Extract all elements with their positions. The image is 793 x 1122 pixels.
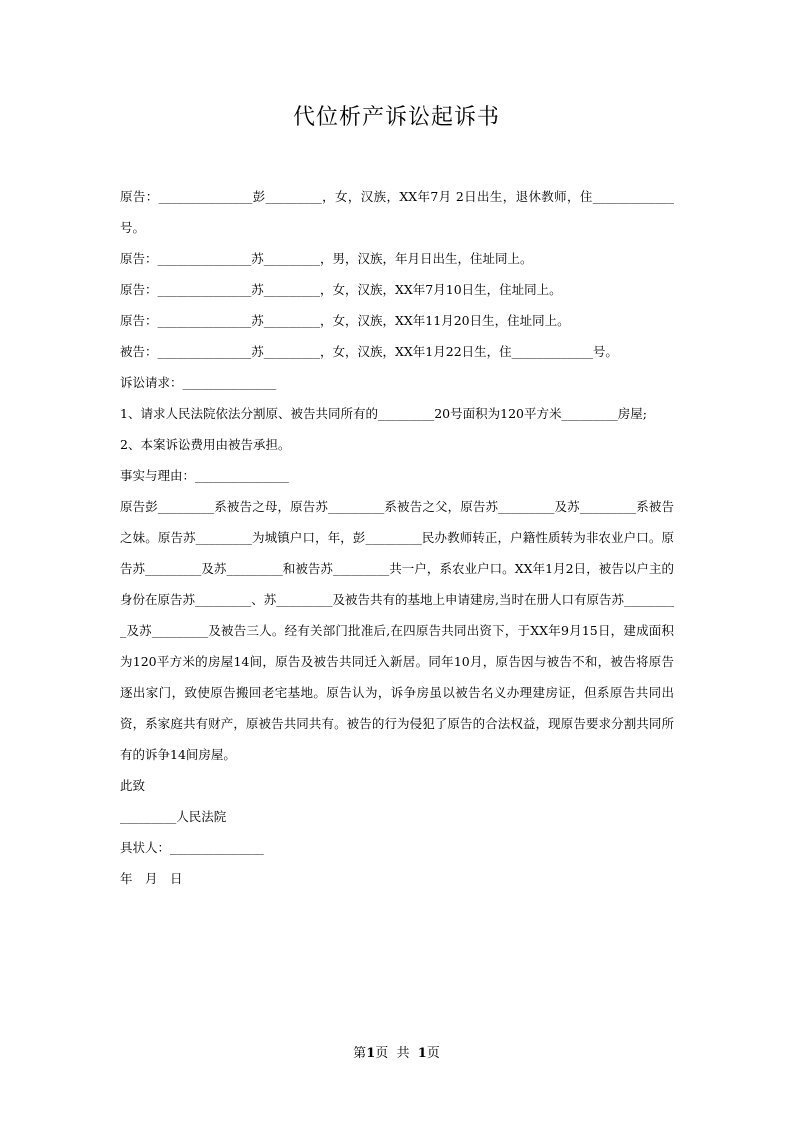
page-number: 1 <box>366 1046 376 1061</box>
claim-2: 2、本案诉讼费用由被告承担。 <box>120 437 291 452</box>
document-body <box>120 181 674 894</box>
page-total: 1 <box>417 1046 427 1061</box>
document-title: 代位析产诉讼起诉书 <box>292 105 500 130</box>
page-prefix: 第 <box>353 1046 367 1061</box>
salutation: 此致 <box>120 778 146 793</box>
facts-paragraph: 原告彭_________系被告之母，原告苏_________系被告之父，原告苏_________及苏_________系被告之妹。原告苏_________为城镇户口，年，彭_________民办教师转正，户籍性质转为非农业户口。原告苏_________及苏_________和被告苏_________共一户，系农业户口。XX年1月2日，被告以户主的身份在原告苏_________、苏_________及被告共有的基地上申请建房,当时在册人口有原告苏_________及苏_________及被告三人。经有关部门批准后,在四原告共同出资下，于XX年9月15日，建成面积为120平方米的房屋14间，原告及被告共同迁入新居。同年10月，原告因与被告不和，被告将原告逐出家门，致使原告搬回老宅基地。原告认为，诉争房虽以被告名义办理建房证，但系原告共同出资，系家庭共有财产，原被告共同共有。被告的行为侵犯了原告的合法权益，现原告要求分割共同所有的诉争14间房屋。 <box>120 499 674 762</box>
defendant: 被告：_______________苏_________，女，汉族，XX年1月22日生，住_____________号。 <box>120 344 618 359</box>
page-mid: 页 共 <box>375 1046 418 1061</box>
signatory: 具状人：_______________ <box>120 840 264 855</box>
court-name: _________人民法院 <box>120 809 227 824</box>
plaintiff-2: 原告：_______________苏_________，男，汉族，年月日出生，住址同上。 <box>120 251 533 266</box>
page-suffix: 页 <box>426 1046 440 1061</box>
date-line: 年 月 日 <box>120 871 183 886</box>
facts-heading: 事实与理由：_______________ <box>120 468 289 483</box>
plaintiff-1: 原告：_______________彭_________，女，汉族，XX年7月 2日出生，退休教师，住_____________号。 <box>120 189 674 235</box>
claim-1: 1、请求人民法院依法分割原、被告共同所有的_________20号面积为120平方米_________房屋; <box>120 406 647 421</box>
plaintiff-4: 原告：_______________苏_________，女，汉族，XX年11月20日生，住址同上。 <box>120 313 570 328</box>
claims-heading: 诉讼请求：_______________ <box>120 375 277 390</box>
plaintiff-3: 原告：_______________苏_________，女，汉族，XX年7月10日生，住址同上。 <box>120 282 562 297</box>
page-footer <box>0 1042 793 1061</box>
